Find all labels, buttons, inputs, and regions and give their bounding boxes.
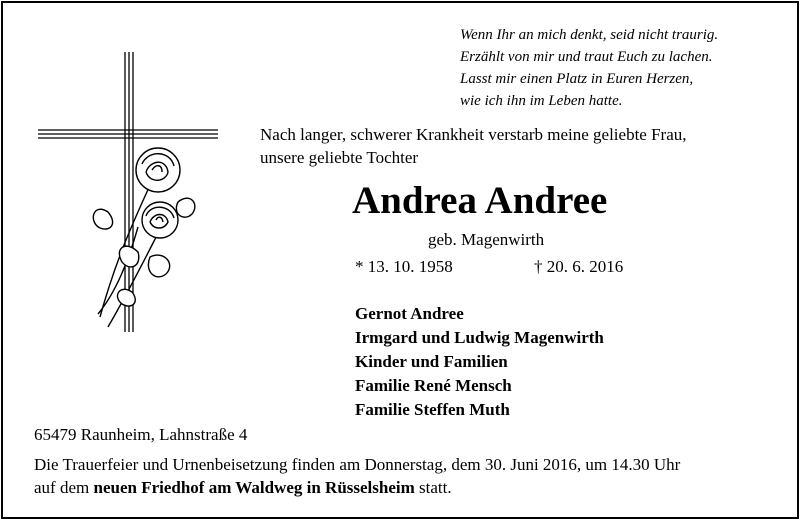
mourner-item: Gernot Andree: [355, 304, 464, 323]
poem-line: Erzählt von mir und traut Euch zu lachen.: [460, 49, 713, 65]
ceremony-suffix: statt.: [414, 478, 452, 497]
deceased-name: Andrea Andree: [352, 179, 608, 222]
mourner-item: Familie René Mensch: [355, 376, 512, 395]
poem-quote: [460, 24, 718, 112]
address: 65479 Raunheim, Lahnstraße 4: [34, 425, 248, 444]
intro-text: [260, 123, 687, 169]
birth-date: * 13. 10. 1958: [355, 257, 453, 276]
intro-line-1: Nach langer, schwerer Krankheit verstarb meine geliebte Frau,: [260, 125, 687, 144]
cross-with-roses-icon: [38, 52, 228, 357]
poem-line: Lasst mir einen Platz in Euren Herzen,: [460, 71, 694, 87]
intro-line-2: unsere geliebte Tochter: [260, 148, 419, 167]
maiden-name: geb. Magenwirth: [428, 230, 545, 249]
mourner-item: Familie Steffen Muth: [355, 400, 510, 419]
ceremony-line-1: Die Trauerfeier und Urnenbeisetzung finden am Donnerstag, dem 30. Juni 2016, um 14.30 Uhr: [34, 455, 681, 474]
mourners-list: [355, 302, 604, 422]
poem-line: wie ich ihn im Leben hatte.: [460, 93, 623, 109]
death-date: † 20. 6. 2016: [534, 257, 624, 276]
cemetery-name: neuen Friedhof am Waldweg in Rüsselsheim: [93, 478, 415, 497]
mourner-item: Kinder und Familien: [355, 352, 508, 371]
ceremony-prefix: auf dem: [34, 478, 94, 497]
mourner-item: Irmgard und Ludwig Magenwirth: [355, 328, 604, 347]
poem-line: Wenn Ihr an mich denkt, seid nicht traurig.: [460, 27, 719, 43]
ceremony-line-2: [34, 476, 680, 499]
ceremony-info: [34, 453, 680, 499]
